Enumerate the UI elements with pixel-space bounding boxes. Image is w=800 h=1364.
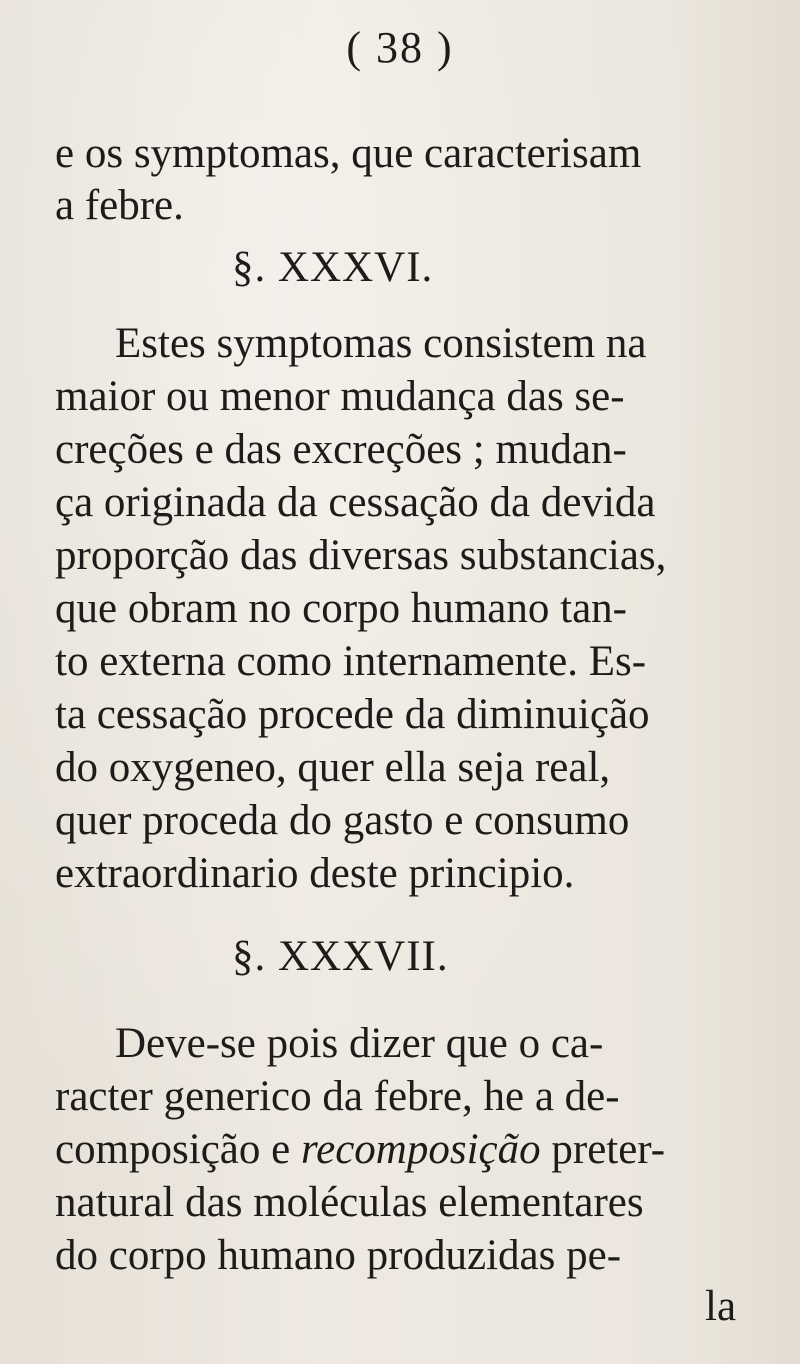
italic-term: recomposição [300, 1126, 541, 1173]
text-line: Deve-se pois dizer que o ca- [115, 1020, 604, 1067]
catchword: la [705, 1283, 737, 1330]
text-line: do corpo humano produzidas pe- [55, 1232, 622, 1279]
text-line: que obram no corpo humano tan- [55, 585, 627, 632]
section-heading-xxxvii: §. XXXVII. [232, 933, 449, 980]
text-line: ta cessação procede da diminuição [55, 691, 650, 738]
text-line: Estes symptomas consistem na [115, 320, 647, 367]
text-line: to externa como internamente. Es- [55, 638, 647, 685]
text-line: do oxygeneo, quer ella seja real, [55, 744, 611, 791]
text-line: quer proceda do gasto e consumo [55, 797, 630, 844]
section-heading-xxxvi: §. XXXVI. [232, 244, 434, 291]
text-line: creções e das excreções ; mudan- [55, 426, 627, 473]
text-line: e os symptomas, que caracterisam [55, 130, 642, 177]
text-line: proporção das diversas substancias, [55, 532, 667, 579]
text-line-with-italic [55, 1128, 665, 1171]
text-line: racter generico da febre, he a de- [55, 1073, 620, 1120]
text-fragment: preter- [540, 1126, 666, 1173]
text-fragment: composição e [55, 1126, 301, 1173]
text-line: ça originada da cessação da devida [55, 479, 656, 526]
page-number: ( 38 ) [346, 23, 454, 72]
text-line: a febre. [55, 182, 184, 229]
text-line: maior ou menor mudança das se- [55, 373, 625, 420]
text-line: extraordinario deste principio. [55, 850, 575, 897]
text-line: natural das moléculas elementares [55, 1179, 644, 1226]
